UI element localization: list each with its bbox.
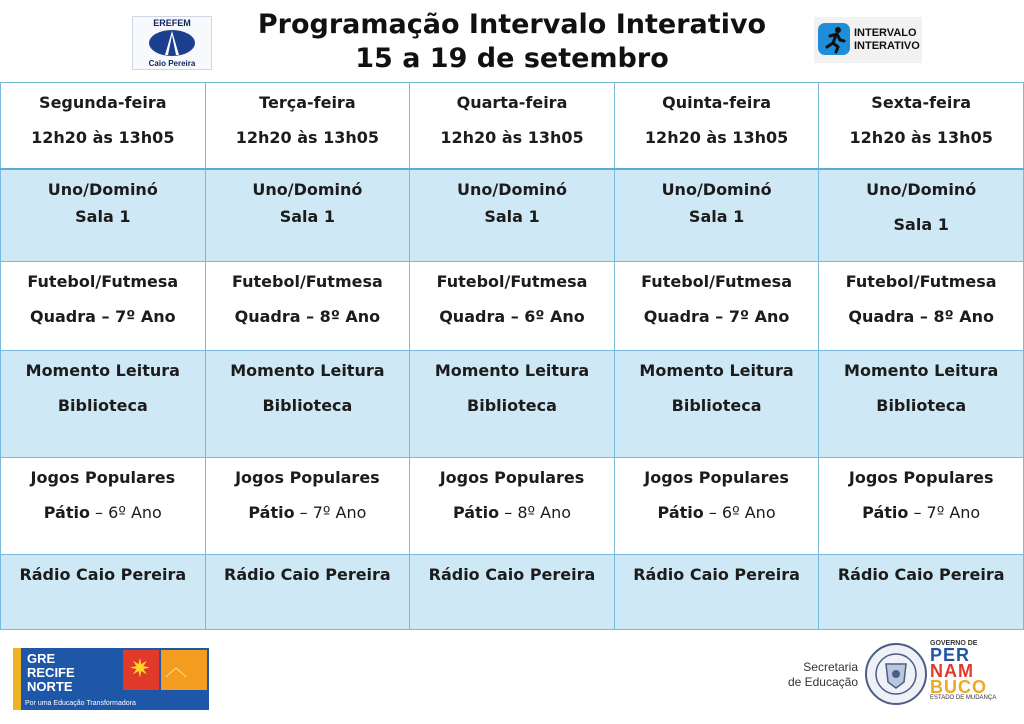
day-name: Sexta-feira xyxy=(871,93,972,112)
activity-location: Quadra – 6º Ano xyxy=(439,307,585,326)
activity-name: Jogos Populares xyxy=(848,468,994,487)
day-header-cell xyxy=(819,83,1024,170)
governo-top-text: GOVERNO DE xyxy=(930,640,978,647)
secretaria-educacao-label xyxy=(740,660,858,690)
activity-name: Uno/Dominó xyxy=(661,180,772,199)
page-title xyxy=(212,8,812,76)
activity-name: Rádio Caio Pereira xyxy=(224,565,391,584)
activity-cell xyxy=(205,262,410,351)
secretaria-line-1: Secretaria xyxy=(803,660,858,674)
gre-logo-line-2: RECIFE xyxy=(27,665,75,680)
table-row xyxy=(1,262,1024,351)
activity-cell xyxy=(1,169,206,262)
activity-name: Futebol/Futmesa xyxy=(641,272,792,291)
runner-icon xyxy=(818,23,850,55)
bird-icon: ︿ xyxy=(165,656,188,681)
activity-location: Sala 1 xyxy=(688,207,745,226)
day-time: 12h20 às 13h05 xyxy=(644,128,789,147)
activity-grade: – 7º Ano xyxy=(294,503,367,522)
day-time: 12h20 às 13h05 xyxy=(849,128,993,147)
gre-logo-stripe xyxy=(13,648,21,710)
state-seal-icon xyxy=(864,642,928,706)
activity-name: Futebol/Futmesa xyxy=(436,272,588,291)
activity-cell xyxy=(410,458,615,555)
title-line-2: 15 a 19 de setembro xyxy=(355,43,669,74)
activity-grade: – 6º Ano xyxy=(703,503,776,522)
activity-grade: – 6º Ano xyxy=(89,503,162,522)
brand-logo-line-2: INTERATIVO xyxy=(854,40,920,52)
day-time: 12h20 às 13h05 xyxy=(235,128,380,147)
activity-cell xyxy=(1,458,206,555)
school-logo xyxy=(132,16,212,70)
schedule-table xyxy=(0,82,1024,630)
day-time: 12h20 às 13h05 xyxy=(31,128,175,147)
school-logo-bottom-text: Caio Pereira xyxy=(148,59,196,68)
activity-location: Quadra – 7º Ano xyxy=(30,307,176,326)
title-line-1: Programação Intervalo Interativo xyxy=(257,9,767,40)
governo-nam: NAM xyxy=(930,661,974,681)
header xyxy=(0,0,1024,82)
activity-cell xyxy=(819,169,1024,262)
day-name: Quinta-feira xyxy=(662,93,772,112)
intervalo-interativo-logo xyxy=(814,17,922,63)
activity-name: Momento Leitura xyxy=(844,361,999,380)
day-name: Quarta-feira xyxy=(456,93,568,112)
activity-place: Pátio xyxy=(248,503,295,522)
activity-cell xyxy=(614,458,819,555)
activity-cell xyxy=(614,351,819,458)
day-header-cell xyxy=(205,83,410,170)
governo-pernambuco-logo xyxy=(930,640,1016,712)
day-header-cell xyxy=(1,83,206,170)
activity-name: Futebol/Futmesa xyxy=(231,272,383,291)
activity-location: Sala 1 xyxy=(484,207,540,226)
activity-name: Uno/Dominó xyxy=(456,180,567,199)
activity-cell xyxy=(1,351,206,458)
activity-location: Sala 1 xyxy=(279,207,336,226)
activity-cell xyxy=(1,262,206,351)
activity-place: Pátio xyxy=(862,503,909,522)
activity-cell xyxy=(410,262,615,351)
activity-place: Pátio xyxy=(452,503,500,522)
activity-place: Pátio xyxy=(657,503,704,522)
activity-name: Rádio Caio Pereira xyxy=(633,565,800,584)
activity-cell xyxy=(614,555,819,630)
activity-cell xyxy=(819,555,1024,630)
governo-bottom-text: ESTADO DE MUDANÇA xyxy=(930,695,997,701)
brand-logo-line-1: INTERVALO xyxy=(854,27,917,39)
activity-cell xyxy=(205,351,410,458)
table-header-row xyxy=(1,83,1024,170)
activity-grade: – 8º Ano xyxy=(499,503,572,522)
activity-cell xyxy=(819,458,1024,555)
activity-location: Quadra – 7º Ano xyxy=(643,307,790,326)
table-row xyxy=(1,351,1024,458)
activity-name: Rádio Caio Pereira xyxy=(19,565,187,584)
activity-location: Quadra – 8º Ano xyxy=(234,307,381,326)
activity-cell xyxy=(410,555,615,630)
school-logo-emblem-icon xyxy=(148,29,196,57)
secretaria-line-2: de Educação xyxy=(787,675,858,689)
school-logo-top-text: EREFEM xyxy=(153,18,191,28)
gre-logo-tagline: Por uma Educação Transformadora xyxy=(25,700,136,707)
activity-grade: – 7º Ano xyxy=(908,503,981,522)
activity-name: Uno/Dominó xyxy=(47,180,158,199)
activity-cell xyxy=(1,555,206,630)
activity-name: Uno/Dominó xyxy=(252,180,363,199)
activity-location: Biblioteca xyxy=(671,396,762,415)
activity-location: Sala 1 xyxy=(75,207,131,226)
activity-name: Momento Leitura xyxy=(434,361,590,380)
activity-location: Sala 1 xyxy=(893,215,949,234)
activity-name: Futebol/Futmesa xyxy=(845,272,997,291)
activity-name: Jogos Populares xyxy=(439,468,585,487)
day-time: 12h20 às 13h05 xyxy=(440,128,584,147)
activity-name: Rádio Caio Pereira xyxy=(428,565,596,584)
gre-logo-line-1: GRE xyxy=(27,651,56,666)
day-header-cell xyxy=(614,83,819,170)
activity-cell xyxy=(410,169,615,262)
activity-cell xyxy=(819,262,1024,351)
activity-cell xyxy=(410,351,615,458)
activity-location: Quadra – 8º Ano xyxy=(848,307,994,326)
activity-cell xyxy=(205,458,410,555)
day-header-cell xyxy=(410,83,615,170)
table-row xyxy=(1,458,1024,555)
activity-name: Momento Leitura xyxy=(25,361,180,380)
activity-name: Jogos Populares xyxy=(644,468,789,487)
activity-location: Biblioteca xyxy=(57,396,148,415)
activity-location: Biblioteca xyxy=(262,396,353,415)
activity-cell xyxy=(614,169,819,262)
day-name: Terça-feira xyxy=(259,93,356,112)
table-row xyxy=(1,169,1024,262)
sun-icon: ✷ xyxy=(129,654,151,684)
activity-name: Momento Leitura xyxy=(639,361,794,380)
activity-cell xyxy=(819,351,1024,458)
activity-cell xyxy=(205,169,410,262)
activity-name: Jogos Populares xyxy=(235,468,380,487)
activity-name: Momento Leitura xyxy=(230,361,385,380)
activity-place: Pátio xyxy=(43,503,90,522)
table-row xyxy=(1,555,1024,630)
activity-cell xyxy=(205,555,410,630)
activity-location: Biblioteca xyxy=(876,396,967,415)
gre-recife-norte-logo xyxy=(13,648,209,710)
activity-name: Uno/Dominó xyxy=(866,180,977,199)
day-name: Segunda-feira xyxy=(39,93,167,112)
activity-name: Rádio Caio Pereira xyxy=(837,565,1005,584)
activity-name: Jogos Populares xyxy=(30,468,176,487)
activity-name: Futebol/Futmesa xyxy=(27,272,179,291)
activity-location: Biblioteca xyxy=(467,396,557,415)
gre-logo-line-3: NORTE xyxy=(27,679,73,694)
activity-cell xyxy=(614,262,819,351)
governo-per: PER xyxy=(930,645,971,665)
governo-buco: BUCO xyxy=(930,677,987,697)
